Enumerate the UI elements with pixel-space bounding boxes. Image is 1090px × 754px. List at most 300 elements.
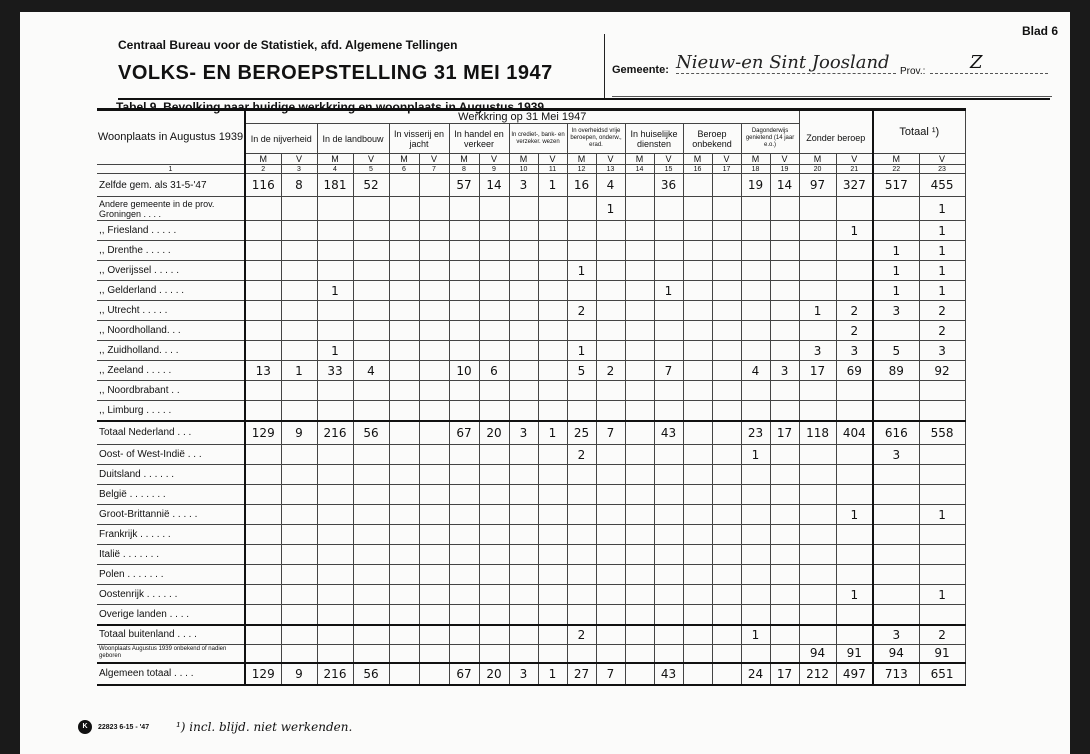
row-label: Zelfde gem. als 31-5-'47 (97, 174, 245, 197)
table-cell: 24 (741, 663, 770, 685)
page-number: Blad 6 (1021, 24, 1058, 38)
table-cell: 94 (799, 645, 836, 663)
v-subheader: V (281, 154, 317, 165)
table-cell (683, 174, 712, 197)
table-cell (419, 281, 449, 301)
table-cell (654, 261, 683, 281)
table-cell (509, 341, 538, 361)
table-cell: 3 (509, 663, 538, 685)
table-cell (567, 485, 596, 505)
column-number: 18 (741, 165, 770, 174)
table-cell (389, 197, 419, 221)
table-cell (538, 605, 567, 625)
table-cell (919, 605, 965, 625)
table-cell (479, 261, 509, 281)
row-label: Italië . . . . . . . (97, 545, 245, 565)
table-cell (770, 445, 799, 465)
table-cell: 91 (836, 645, 873, 663)
table-cell (509, 505, 538, 525)
table-cell (625, 605, 654, 625)
table-cell (654, 525, 683, 545)
table-cell: 1 (317, 341, 353, 361)
table-cell (449, 281, 479, 301)
table-cell: 33 (317, 361, 353, 381)
table-cell (538, 221, 567, 241)
table-cell (625, 401, 654, 421)
table-cell (245, 645, 281, 663)
table-cell (479, 625, 509, 645)
table-cell (353, 261, 389, 281)
table-cell (683, 505, 712, 525)
table-cell (317, 197, 353, 221)
table-cell (317, 321, 353, 341)
table-cell: 1 (799, 301, 836, 321)
table-cell (245, 585, 281, 605)
table-cell (654, 445, 683, 465)
table-cell: 8 (281, 174, 317, 197)
totaal-header: Totaal ¹) (873, 110, 965, 154)
table-cell (596, 565, 625, 585)
table-cell (479, 545, 509, 565)
table-cell: 10 (449, 361, 479, 381)
table-row (97, 485, 965, 505)
table-row (97, 525, 965, 545)
table-cell (625, 174, 654, 197)
table-cell (712, 197, 741, 221)
table-cell: 3 (873, 301, 919, 321)
table-cell (654, 321, 683, 341)
group-header: Beroep onbekend (683, 124, 741, 154)
table-cell (353, 341, 389, 361)
table-cell: 1 (919, 197, 965, 221)
table-cell (799, 505, 836, 525)
table-cell (567, 197, 596, 221)
table-cell (683, 525, 712, 545)
table-cell: 56 (353, 663, 389, 685)
table-cell (873, 525, 919, 545)
table-cell (712, 361, 741, 381)
table-cell (596, 545, 625, 565)
table-cell (596, 445, 625, 465)
table-cell (567, 401, 596, 421)
group-header: In de nijverheid (245, 124, 317, 154)
table-cell (281, 321, 317, 341)
table-cell: 455 (919, 174, 965, 197)
table-cell (712, 174, 741, 197)
table-cell (712, 241, 741, 261)
table-cell (389, 445, 419, 465)
form-title: VOLKS- EN BEROEPSTELLING 31 MEI 1947 (118, 62, 553, 84)
table-cell (538, 445, 567, 465)
table-cell (567, 585, 596, 605)
table-cell (538, 321, 567, 341)
table-cell (919, 381, 965, 401)
column-number: 12 (567, 165, 596, 174)
row-label: België . . . . . . . (97, 485, 245, 505)
table-cell (449, 445, 479, 465)
table-row (97, 421, 965, 445)
table-cell (683, 625, 712, 645)
table-cell (683, 465, 712, 485)
table-cell (654, 505, 683, 525)
table-cell: 1 (919, 241, 965, 261)
table-cell (625, 585, 654, 605)
table-cell (683, 197, 712, 221)
table-cell: 56 (353, 421, 389, 445)
group-header: In de landbouw (317, 124, 389, 154)
bureau-name: Centraal Bureau voor de Statistiek, afd. Algemene Tellingen (118, 38, 458, 52)
table-cell (509, 585, 538, 605)
table-cell: 5 (567, 361, 596, 381)
table-cell (741, 281, 770, 301)
table-cell (625, 221, 654, 241)
table-cell: 1 (836, 505, 873, 525)
table-cell (245, 321, 281, 341)
table-cell: 17 (799, 361, 836, 381)
table-cell: 3 (873, 445, 919, 465)
table-cell (596, 341, 625, 361)
table-cell (741, 197, 770, 221)
m-subheader: M (625, 154, 654, 165)
table-cell (353, 197, 389, 221)
table-cell (389, 221, 419, 241)
table-cell (353, 301, 389, 321)
table-cell: 3 (836, 341, 873, 361)
row-label: ,, Overijssel . . . . . (97, 261, 245, 281)
table-cell (419, 174, 449, 197)
table-cell (625, 197, 654, 221)
table-cell (712, 565, 741, 585)
table-cell (317, 261, 353, 281)
table-cell (836, 445, 873, 465)
v-subheader: V (654, 154, 683, 165)
table-cell (567, 645, 596, 663)
table-cell (389, 381, 419, 401)
table-cell (353, 465, 389, 485)
table-cell (770, 485, 799, 505)
table-row (97, 321, 965, 341)
table-cell: 13 (245, 361, 281, 381)
table-cell (683, 361, 712, 381)
table-cell (836, 625, 873, 645)
table-row (97, 605, 965, 625)
table-row (97, 585, 965, 605)
table-cell (567, 221, 596, 241)
table-cell (538, 361, 567, 381)
group-header: In overheidsd vrije beroepen, onderw., erad. (567, 124, 625, 154)
table-cell: 497 (836, 663, 873, 685)
table-cell (799, 221, 836, 241)
table-cell (770, 221, 799, 241)
table-cell (419, 505, 449, 525)
table-cell (770, 241, 799, 261)
v-subheader: V (836, 154, 873, 165)
table-cell (873, 585, 919, 605)
table-cell (567, 605, 596, 625)
table-cell: 1 (741, 445, 770, 465)
table-cell: 67 (449, 421, 479, 445)
table-cell: 69 (836, 361, 873, 381)
table-cell: 713 (873, 663, 919, 685)
table-cell: 2 (567, 625, 596, 645)
column-number: 23 (919, 165, 965, 174)
table-cell (770, 301, 799, 321)
table-cell: 1 (538, 174, 567, 197)
table-cell: 517 (873, 174, 919, 197)
gemeente-label: Gemeente: (612, 64, 669, 76)
table-cell (509, 301, 538, 321)
table-cell (419, 197, 449, 221)
table-cell (538, 545, 567, 565)
table-cell (389, 625, 419, 645)
table-cell (919, 445, 965, 465)
table-cell (353, 281, 389, 301)
table-cell (281, 445, 317, 465)
table-row (97, 645, 965, 663)
table-cell (353, 401, 389, 421)
table-cell (567, 505, 596, 525)
table-cell (449, 321, 479, 341)
table-cell (509, 281, 538, 301)
table-cell (712, 625, 741, 645)
table-cell (836, 605, 873, 625)
table-cell (245, 445, 281, 465)
table-cell (449, 485, 479, 505)
table-cell: 129 (245, 421, 281, 445)
table-cell: 651 (919, 663, 965, 685)
gemeente-field: Nieuw-en Sint Joosland (676, 52, 896, 74)
table-row (97, 401, 965, 421)
table-cell (596, 605, 625, 625)
table-cell (389, 241, 419, 261)
table-cell (873, 221, 919, 241)
table-cell (712, 525, 741, 545)
table-cell (654, 585, 683, 605)
table-cell (625, 321, 654, 341)
table-cell (509, 261, 538, 281)
table-cell (509, 625, 538, 645)
table-cell: 25 (567, 421, 596, 445)
table-cell (654, 645, 683, 663)
column-number: 20 (799, 165, 836, 174)
table-cell (836, 565, 873, 585)
table-cell: 17 (770, 663, 799, 685)
table-cell (683, 565, 712, 585)
table-cell (741, 401, 770, 421)
table-cell: 1 (281, 361, 317, 381)
table-cell (873, 321, 919, 341)
m-subheader: M (389, 154, 419, 165)
row-label: ,, Limburg . . . . . (97, 401, 245, 421)
table-cell (654, 341, 683, 361)
m-subheader: M (799, 154, 836, 165)
table-cell (353, 241, 389, 261)
row-label: Totaal buitenland . . . . (97, 625, 245, 645)
table-cell (317, 485, 353, 505)
table-cell (770, 281, 799, 301)
woonplaats-header: Woonplaats in Augustus 1939 (97, 110, 245, 165)
table-cell (741, 465, 770, 485)
table-cell (419, 605, 449, 625)
table-row (97, 505, 965, 525)
table-caption: Tabel 9. Bevolking naar huidige werkkring en woonplaats in Augustus 1939 (116, 100, 545, 114)
table-cell (281, 465, 317, 485)
table-cell (317, 605, 353, 625)
table-cell (509, 465, 538, 485)
table-row (97, 281, 965, 301)
table-cell: 181 (317, 174, 353, 197)
table-cell (281, 565, 317, 585)
table-cell (625, 421, 654, 445)
table-cell (353, 321, 389, 341)
table-cell (836, 465, 873, 485)
table-cell (770, 565, 799, 585)
column-number: 8 (449, 165, 479, 174)
table-cell (770, 401, 799, 421)
column-number: 1 (97, 165, 245, 174)
column-number: 16 (683, 165, 712, 174)
table-cell (317, 445, 353, 465)
table-cell (538, 505, 567, 525)
table-cell: 1 (654, 281, 683, 301)
table-cell (799, 401, 836, 421)
table-cell (654, 465, 683, 485)
table-cell (509, 401, 538, 421)
table-cell (245, 341, 281, 361)
table-cell (683, 605, 712, 625)
table-cell (353, 645, 389, 663)
column-number: 19 (770, 165, 799, 174)
v-subheader: V (419, 154, 449, 165)
table-cell: 19 (741, 174, 770, 197)
table-cell (596, 321, 625, 341)
m-subheader: M (245, 154, 281, 165)
table-cell: 1 (538, 421, 567, 445)
table-cell (389, 361, 419, 381)
table-cell: 1 (538, 663, 567, 685)
table-cell (479, 645, 509, 663)
table-cell (799, 321, 836, 341)
table-cell (245, 505, 281, 525)
table-cell: 4 (741, 361, 770, 381)
table-cell (449, 301, 479, 321)
table-cell (625, 361, 654, 381)
table-cell (281, 645, 317, 663)
table-cell (654, 241, 683, 261)
census-table (97, 108, 966, 686)
table-cell (919, 465, 965, 485)
row-label: Oostenrijk . . . . . . (97, 585, 245, 605)
table-cell (683, 645, 712, 663)
table-cell: 212 (799, 663, 836, 685)
table-cell (873, 197, 919, 221)
table-cell: 3 (919, 341, 965, 361)
table-cell: 67 (449, 663, 479, 685)
table-row (97, 465, 965, 485)
column-number: 7 (419, 165, 449, 174)
column-number: 15 (654, 165, 683, 174)
prov-label: Prov.: (900, 66, 926, 77)
m-subheader: M (449, 154, 479, 165)
column-number: 22 (873, 165, 919, 174)
table-cell (538, 401, 567, 421)
table-cell: 91 (919, 645, 965, 663)
table-cell (245, 401, 281, 421)
table-cell (479, 445, 509, 465)
table-cell (567, 381, 596, 401)
table-cell: 43 (654, 421, 683, 445)
table-cell (654, 197, 683, 221)
table-cell (712, 465, 741, 485)
table-cell: 1 (596, 197, 625, 221)
table-cell (509, 241, 538, 261)
table-cell (836, 485, 873, 505)
table-cell (419, 241, 449, 261)
table-cell (509, 321, 538, 341)
table-cell (770, 381, 799, 401)
column-number: 5 (353, 165, 389, 174)
table-cell (567, 525, 596, 545)
table-cell (449, 625, 479, 645)
table-cell (479, 465, 509, 485)
table-cell (596, 645, 625, 663)
table-cell (479, 525, 509, 545)
table-cell (449, 465, 479, 485)
table-cell: 558 (919, 421, 965, 445)
table-cell (538, 241, 567, 261)
table-cell (538, 281, 567, 301)
table-cell (479, 401, 509, 421)
table-cell (389, 545, 419, 565)
table-cell (683, 445, 712, 465)
table-cell (509, 197, 538, 221)
table-cell (741, 525, 770, 545)
table-cell (741, 485, 770, 505)
column-number: 21 (836, 165, 873, 174)
table-cell (799, 485, 836, 505)
table-cell (281, 525, 317, 545)
table-cell (625, 341, 654, 361)
table-cell (281, 301, 317, 321)
table-cell (353, 221, 389, 241)
table-cell (353, 445, 389, 465)
table-cell (712, 505, 741, 525)
table-cell (317, 301, 353, 321)
table-cell (245, 565, 281, 585)
column-number: 4 (317, 165, 353, 174)
table-cell (625, 241, 654, 261)
table-cell (712, 281, 741, 301)
table-cell (712, 663, 741, 685)
table-cell (625, 281, 654, 301)
table-cell (389, 261, 419, 281)
table-cell: 118 (799, 421, 836, 445)
table-cell (281, 197, 317, 221)
v-subheader: V (538, 154, 567, 165)
table-cell (919, 485, 965, 505)
table-cell: 1 (873, 261, 919, 281)
table-cell: 1 (567, 341, 596, 361)
table-cell (538, 197, 567, 221)
table-cell (281, 381, 317, 401)
table-cell (353, 585, 389, 605)
table-cell (317, 401, 353, 421)
table-cell (281, 341, 317, 361)
table-cell (567, 241, 596, 261)
table-cell: 1 (873, 281, 919, 301)
table-cell (317, 505, 353, 525)
printer-logo-icon: K (78, 720, 92, 734)
